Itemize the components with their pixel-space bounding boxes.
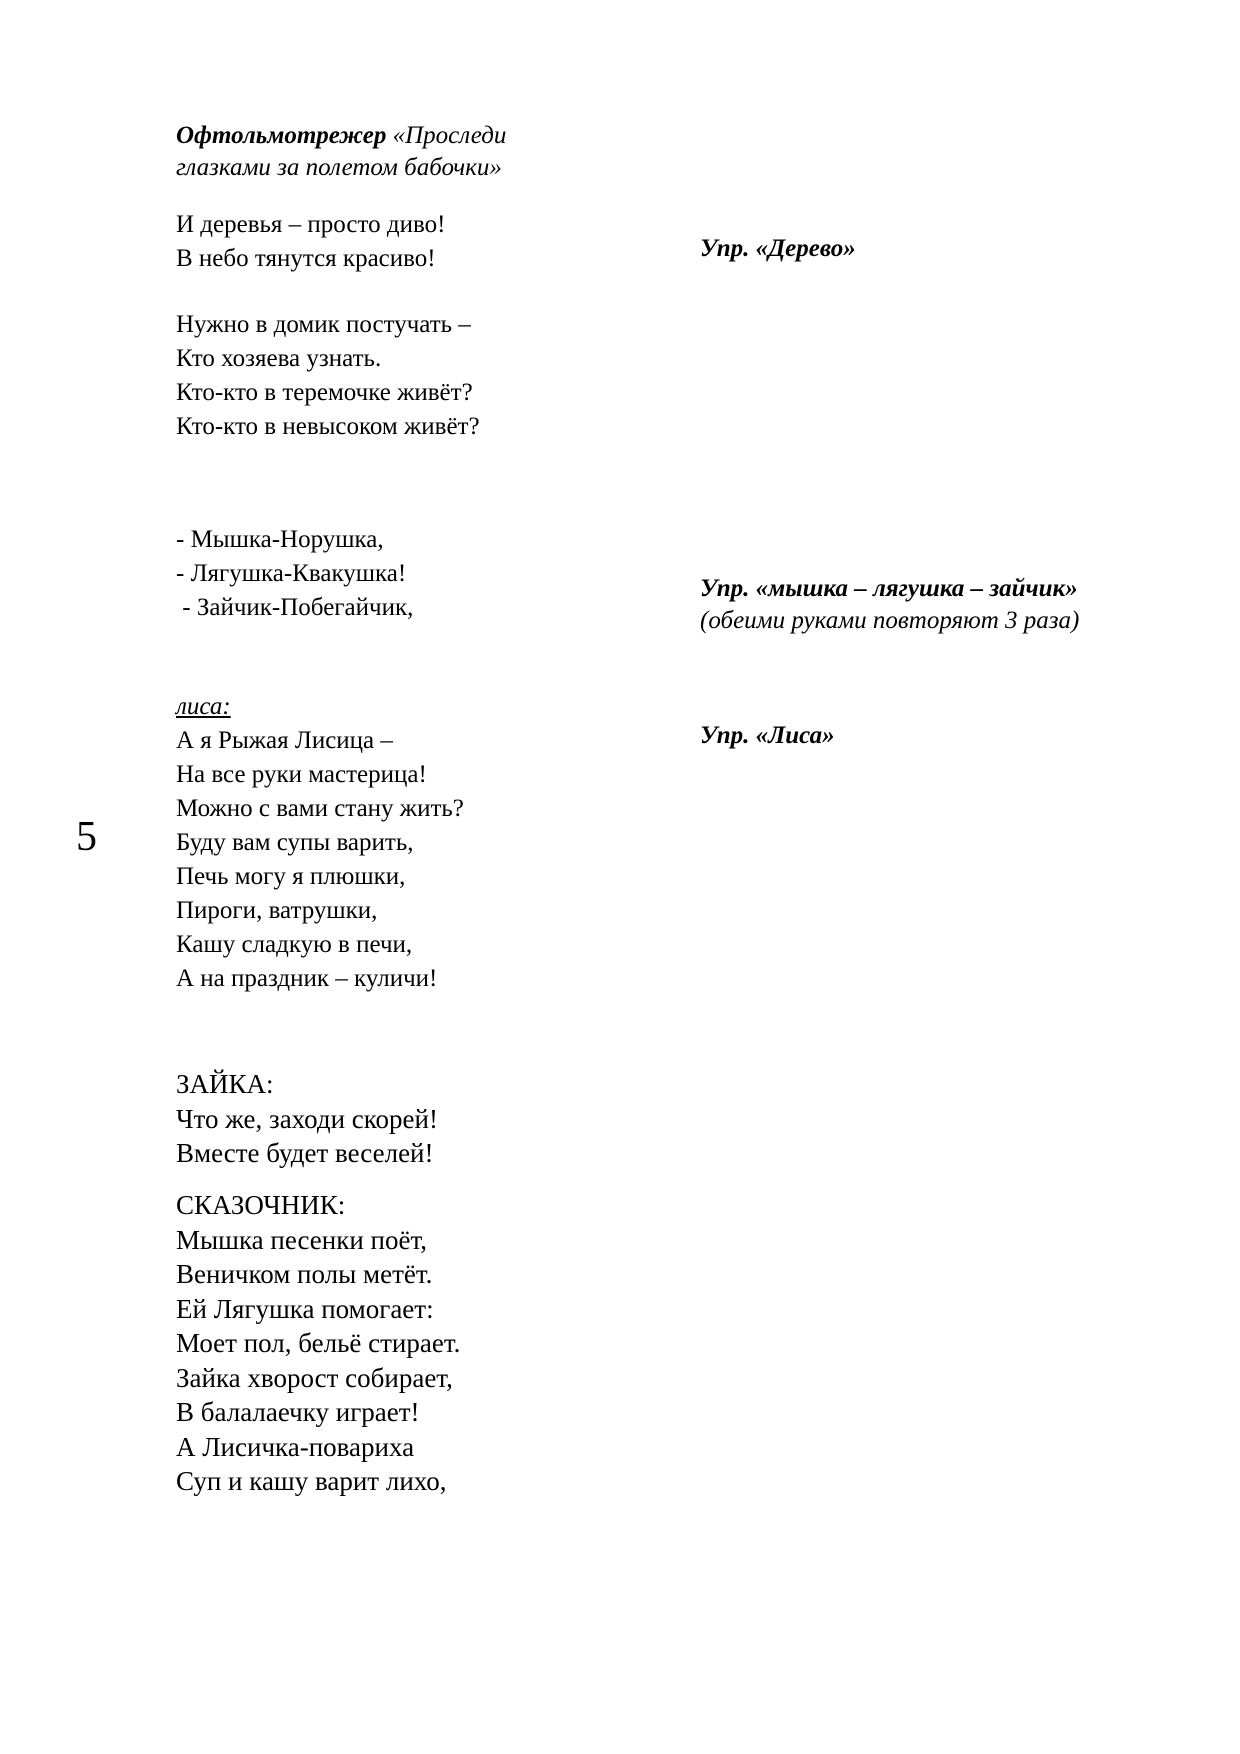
- poem-line: Веничком полы метёт.: [176, 1259, 433, 1289]
- poem-line: А Лисичка-повариха: [176, 1431, 415, 1462]
- poem-line: На все руки мастерица!: [176, 761, 427, 788]
- poem-line: Кашу сладкую в печи,: [176, 931, 413, 958]
- note-animals: [700, 573, 1079, 637]
- hare-section: [176, 1067, 438, 1171]
- note-fox: Упр. «Лиса»: [700, 722, 835, 749]
- poem-line: Можно с вами стану жить?: [176, 795, 464, 822]
- exercise-heading: [176, 120, 506, 184]
- poem-line: Кто хозяева узнать.: [176, 345, 382, 372]
- narrator-section: [176, 1188, 460, 1499]
- fox-speaker: лиса:: [176, 693, 231, 720]
- note-tree: Упр. «Дерево»: [700, 235, 856, 262]
- fox-section: [176, 690, 464, 996]
- poem-line: Пироги, ватрушки,: [176, 897, 378, 924]
- poem-line: Кто-кто в теремочке живёт?: [176, 379, 473, 406]
- poem-line: Нужно в домик постучать –: [176, 311, 471, 338]
- poem-line: Буду вам супы варить,: [176, 829, 414, 856]
- poem-line: - Лягушка-Квакушка!: [176, 560, 407, 587]
- hare-speaker: ЗАЙКА:: [176, 1069, 274, 1099]
- poem-line: Что же, заходи скорей!: [176, 1103, 438, 1134]
- narrator-speaker: СКАЗОЧНИК:: [176, 1190, 346, 1220]
- poem-line: А я Рыжая Лисица –: [176, 727, 393, 754]
- stanza-animals: [176, 523, 413, 625]
- poem-line: В небо тянутся красиво!: [176, 245, 436, 272]
- poem-line: Суп и кашу варит лихо,: [176, 1466, 447, 1496]
- poem-line: Ей Лягушка помогает:: [176, 1293, 434, 1324]
- note-animals-title: Упр. «мышка – лягушка – зайчик»: [700, 575, 1078, 602]
- poem-line: - Мышка-Норушка,: [176, 526, 384, 553]
- poem-line: Вместе будет веселей!: [176, 1138, 434, 1168]
- stanza-tree: [176, 208, 445, 276]
- poem-line: Мышка песенки поёт,: [176, 1224, 428, 1255]
- stanza-knock: [176, 308, 480, 444]
- poem-line: Моет пол, бельё стирает.: [176, 1328, 461, 1358]
- heading-label: Офтольмотрежер: [176, 122, 387, 149]
- poem-line: В балалаечку играет!: [176, 1397, 420, 1427]
- poem-line: Кто-кто в невысоком живёт?: [176, 413, 480, 440]
- page-number: 5: [76, 814, 97, 860]
- poem-line: Зайка хворост собирает,: [176, 1362, 453, 1393]
- poem-line: А на праздник – куличи!: [176, 965, 438, 992]
- heading-text-line2: глазками за полетом бабочки»: [176, 154, 502, 181]
- poem-line: Печь могу я плюшки,: [176, 863, 406, 890]
- note-animals-subtitle: (обеими руками повторяют 3 раза): [700, 607, 1080, 634]
- poem-line: И деревья – просто диво!: [176, 211, 446, 238]
- heading-text: «Проследи: [386, 122, 507, 149]
- poem-line: - Зайчик-Побегайчик,: [176, 594, 414, 621]
